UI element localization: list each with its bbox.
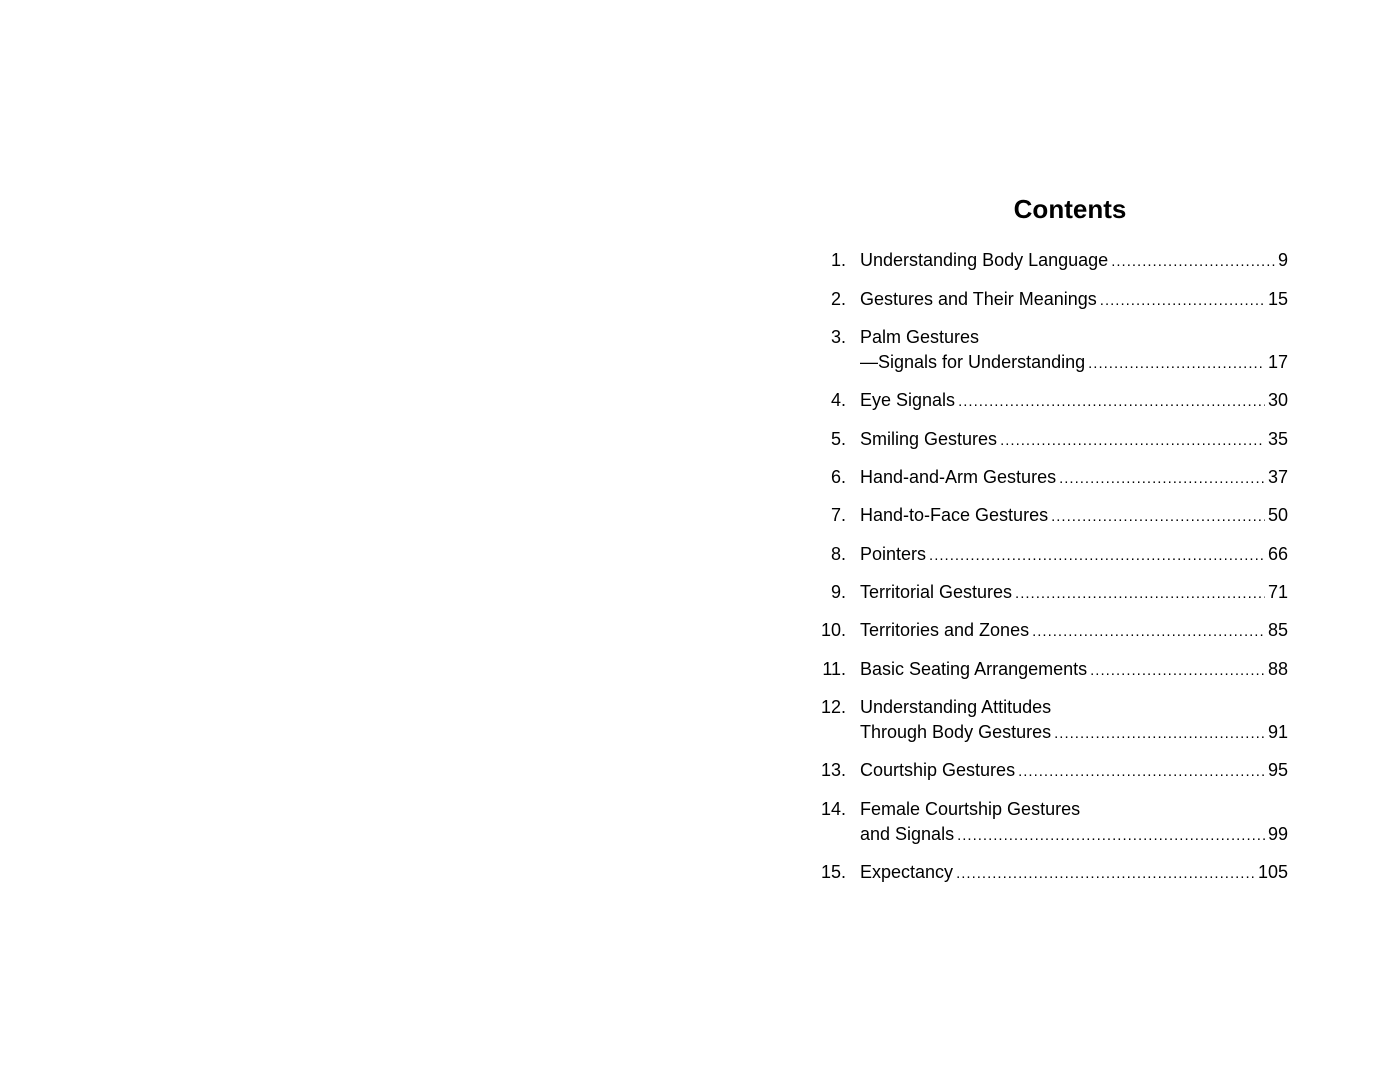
toc-page: 66 xyxy=(1267,544,1288,564)
toc-title: —Signals for Understanding xyxy=(860,352,1086,372)
toc-number: 8. xyxy=(830,544,846,564)
toc-title-line: Understanding Attitudes xyxy=(860,697,1052,717)
toc-number: 9. xyxy=(830,582,846,602)
toc-leader xyxy=(958,389,1265,414)
toc-title: Understanding Body Language xyxy=(860,250,1109,270)
toc-number: 10. xyxy=(820,620,846,640)
toc-title: Gestures and Their Meanings xyxy=(860,289,1097,309)
toc-page: 37 xyxy=(1267,467,1288,487)
toc-page: 105 xyxy=(1257,862,1288,882)
toc-number: 15. xyxy=(820,862,846,882)
toc-number: 13. xyxy=(820,760,846,780)
toc-page: 50 xyxy=(1267,505,1288,525)
toc-leader xyxy=(1015,581,1265,606)
toc-page: 91 xyxy=(1267,722,1288,742)
toc-number: 4. xyxy=(830,390,846,410)
toc-number: 11. xyxy=(822,659,846,679)
toc-title: Hand-to-Face Gestures xyxy=(860,505,1049,525)
toc-leader xyxy=(1051,504,1265,529)
toc-number: 12. xyxy=(820,697,846,717)
toc-title: Pointers xyxy=(860,544,927,564)
toc-leader xyxy=(1032,619,1265,644)
toc-number: 6. xyxy=(830,467,846,487)
toc-number: 2. xyxy=(830,289,846,309)
toc-page: 30 xyxy=(1267,390,1288,410)
toc-page: 15 xyxy=(1267,289,1288,309)
toc-number: 1. xyxy=(830,250,846,270)
toc-number: 7. xyxy=(830,505,846,525)
toc-title: Smiling Gestures xyxy=(860,429,998,449)
toc-page: 99 xyxy=(1267,824,1288,844)
toc-title-line: Female Courtship Gestures xyxy=(860,799,1081,819)
toc-leader xyxy=(1090,658,1265,683)
toc-title-line: Palm Gestures xyxy=(860,327,980,347)
toc-leader xyxy=(1054,721,1265,746)
toc-page: 9 xyxy=(1277,250,1288,270)
toc-number: 14. xyxy=(820,799,846,819)
toc-title: Hand-and-Arm Gestures xyxy=(860,467,1057,487)
toc-page: 71 xyxy=(1267,582,1288,602)
toc-page: 35 xyxy=(1267,429,1288,449)
toc-title: Expectancy xyxy=(860,862,954,882)
toc-title: Basic Seating Arrangements xyxy=(860,659,1088,679)
toc-title: Through Body Gestures xyxy=(860,722,1052,742)
toc-leader xyxy=(1088,351,1265,376)
toc-title: Territorial Gestures xyxy=(860,582,1013,602)
toc-page: 88 xyxy=(1267,659,1288,679)
contents-title: Contents xyxy=(1013,194,1127,224)
toc-leader xyxy=(929,543,1265,568)
toc-title: Territories and Zones xyxy=(860,620,1030,640)
toc-leader xyxy=(1111,249,1275,274)
toc-leader xyxy=(957,823,1265,848)
toc-page: 95 xyxy=(1267,760,1288,780)
toc-leader xyxy=(1100,288,1265,313)
toc-leader xyxy=(1018,759,1265,784)
toc-title: Eye Signals xyxy=(860,390,956,410)
toc-number: 5. xyxy=(830,429,846,449)
toc-page: 17 xyxy=(1267,352,1288,372)
toc-page: 85 xyxy=(1267,620,1288,640)
toc-leader xyxy=(1000,428,1265,453)
toc-title: and Signals xyxy=(860,824,955,844)
toc-number: 3. xyxy=(830,327,846,347)
toc-title: Courtship Gestures xyxy=(860,760,1016,780)
toc-leader xyxy=(956,861,1255,886)
toc-leader xyxy=(1059,466,1265,491)
